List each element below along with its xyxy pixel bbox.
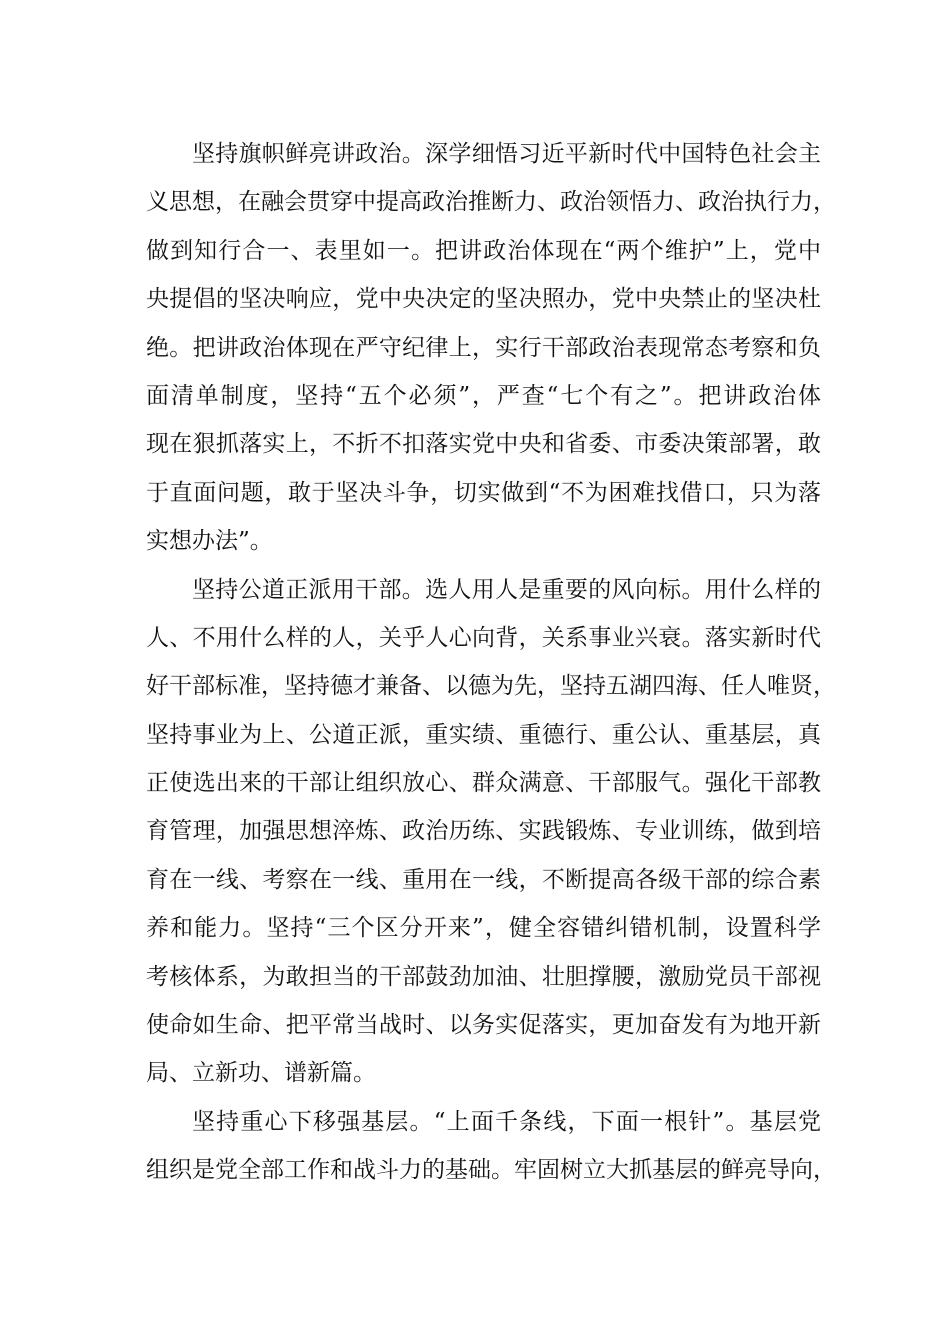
paragraph-line: 央提倡的坚决响应，党中央决定的坚决照办，党中央禁止的坚决杜 <box>146 286 821 313</box>
paragraph-line: 局、立新功、谱新篇。 <box>146 1060 376 1087</box>
paragraph-line: 考核体系，为敢担当的干部鼓劲加油、壮胆撑腰，激励党员干部视 <box>146 963 821 990</box>
paragraph-political-stance <box>146 130 836 566</box>
paragraph-line: 使命如生命、把平常当战时、以务实促落实，更加奋发有为地开新 <box>146 1012 821 1039</box>
paragraph-line: 坚持公道正派用干部。选人用人是重要的风向标。用什么样的 <box>192 576 821 603</box>
paragraph-line: 做到知行合一、表里如一。把讲政治体现在“两个维护”上，党中 <box>146 237 821 264</box>
paragraph-line: 现在狠抓落实上，不折不扣落实党中央和省委、市委决策部署，敢 <box>146 431 821 458</box>
paragraph-line: 绝。把讲政治体现在严守纪律上，实行干部政治表现常态考察和负 <box>146 334 821 361</box>
paragraph-line: 实想办法”。 <box>146 528 273 555</box>
paragraph-line: 义思想，在融会贯穿中提高政治推断力、政治领悟力、政治执行力， <box>146 189 836 216</box>
paragraph-line: 育管理，加强思想淬炼、政治历练、实践锻炼、专业训练，做到培 <box>146 818 821 845</box>
document-body <box>146 130 836 1195</box>
paragraph-line: 坚持事业为上、公道正派，重实绩、重德行、重公认、重基层，真 <box>146 721 821 748</box>
paragraph-grassroots <box>146 1098 836 1195</box>
paragraph-line: 养和能力。坚持“三个区分开来”，健全容错纠错机制，设置科学 <box>146 915 821 942</box>
paragraph-line: 好干部标准，坚持德才兼备、以德为先，坚持五湖四海、任人唯贤， <box>146 673 836 700</box>
paragraph-line: 坚持重心下移强基层。“上面千条线，下面一根针”。基层党 <box>192 1108 821 1135</box>
paragraph-line: 于直面问题，敢于坚决斗争，切实做到“不为困难找借口，只为落 <box>146 479 821 506</box>
paragraph-line: 人、不用什么样的人，关乎人心向背，关系事业兴衰。落实新时代 <box>146 624 821 651</box>
paragraph-line: 面清单制度，坚持“五个必须”，严查“七个有之”。把讲政治体 <box>146 382 821 409</box>
paragraph-cadre-selection <box>146 566 836 1098</box>
paragraph-line: 组织是党全部工作和战斗力的基础。牢固树立大抓基层的鲜亮导向， <box>146 1157 836 1184</box>
paragraph-line: 育在一线、考察在一线、重用在一线，不断提高各级干部的综合素 <box>146 866 821 893</box>
paragraph-line: 坚持旗帜鲜亮讲政治。深学细悟习近平新时代中国特色社会主 <box>192 141 821 167</box>
paragraph-line: 正使选出来的干部让组织放心、群众满意、干部服气。强化干部教 <box>146 770 821 797</box>
